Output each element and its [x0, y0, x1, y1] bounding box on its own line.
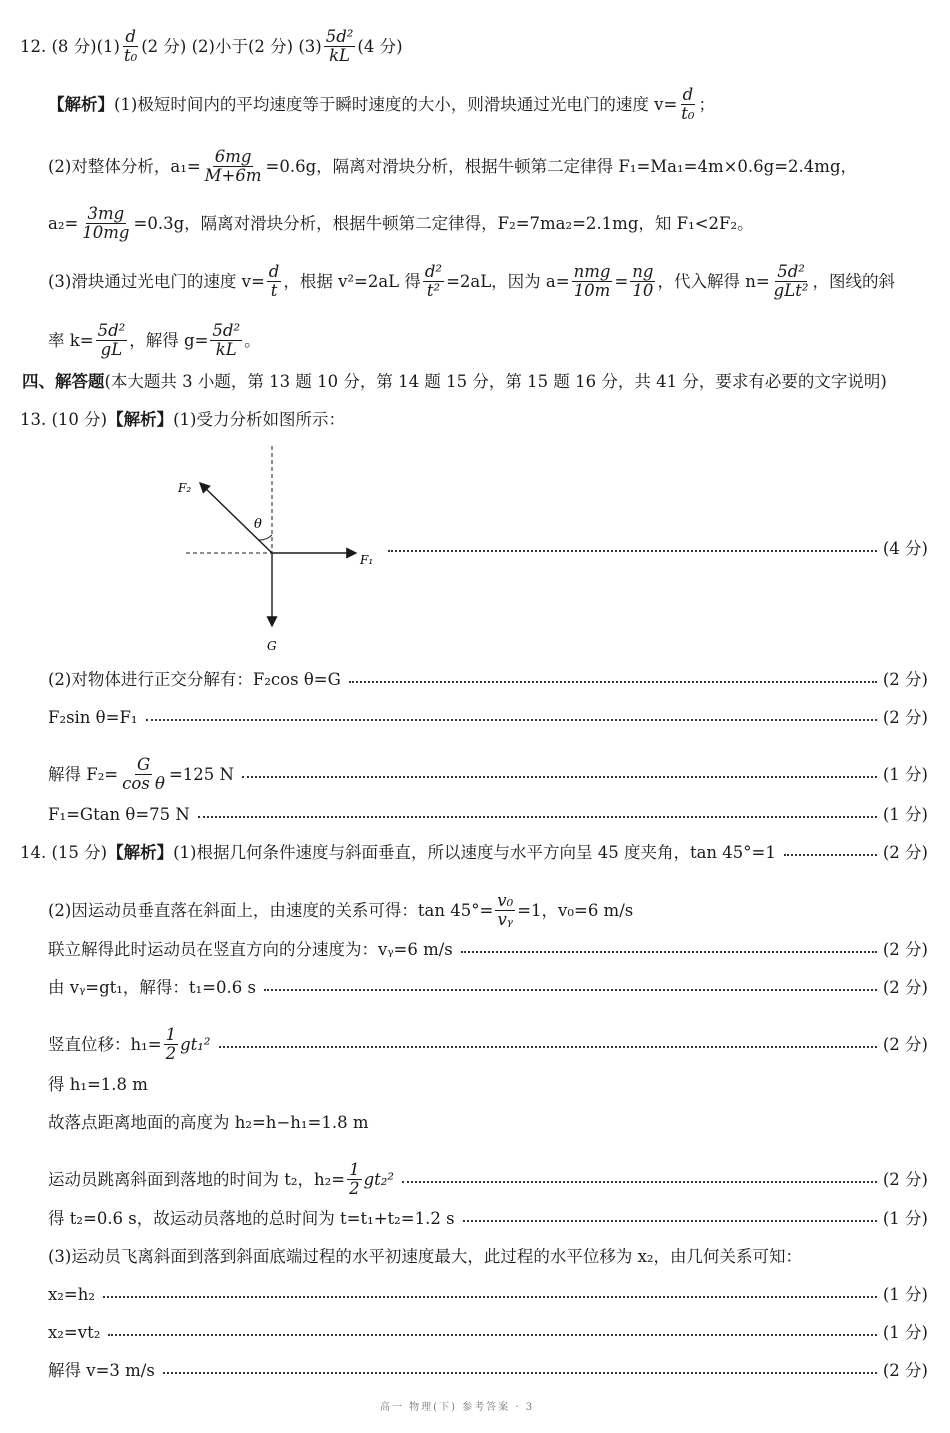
dot-leader	[103, 1296, 877, 1298]
q14-line-8: 运动员跳离斜面到落地的时间为 t₂，h₂= $\frac{1}{2}$ gt₂² (2 分)	[48, 1160, 928, 1198]
g-label: G	[267, 639, 277, 653]
q12-analysis-3: a₂= $\frac{3mg}{10mg}$ =0.3g，隔离对滑块分析，根据牛顿第二定律得，F₂=7ma₂=2.1mg，知 F₁<2F₂。	[48, 204, 754, 242]
q12-analysis-5: 率 k= $\frac{\text{5d²}}{gL}$ ，解得 g= $\frac{\text{5d²}}{kL}$ 。	[48, 321, 261, 359]
diagram-score-row: (4 分)	[380, 539, 950, 559]
f2-label: F₂	[178, 481, 192, 495]
q12-analysis-1: 【解析】 (1)极短时间内的平均速度等于瞬时速度的大小，则滑块通过光电门的速度 v= $\frac{d}{\text{t₀}}$ ；	[48, 85, 716, 123]
q12-analysis-2: (2)对整体分析，a₁= $\frac{6mg}{M+6m}$ =0.6g，隔离对滑块分析，根据牛顿第二定律得 F₁=Ma₁=4m×0.6g=2.4mg，	[48, 147, 858, 185]
q13-line-2: (2)对物体进行正交分解有：F₂cos θ=G (2 分)	[48, 670, 928, 689]
q14-line-3: 联立解得此时运动员在竖直方向的分速度为：vᵧ=6 m/s (2 分)	[48, 940, 928, 959]
q13-line-5: F₁=Gtan θ=75 N (1 分)	[48, 805, 928, 824]
dot-leader	[349, 681, 877, 683]
dot-leader	[242, 776, 877, 778]
theta-label: θ	[254, 517, 262, 532]
fraction: $\frac{1}{2}$	[349, 1160, 360, 1198]
fraction: $\frac{1}{2}$	[165, 1025, 177, 1063]
fraction: $\frac{\text{d²}}{\text{t²}}$	[424, 262, 443, 300]
dot-leader	[108, 1334, 877, 1336]
dot-leader	[264, 989, 877, 991]
q13-header: 13. (10 分)【解析】(1)受力分析如图所示：	[20, 410, 345, 429]
fraction: $\frac{d}{\text{t₀}}$	[123, 27, 138, 65]
q14-line-11: x₂=h₂ (1 分)	[48, 1285, 928, 1304]
dot-leader	[463, 1220, 877, 1222]
f1-label: F₁	[360, 553, 374, 567]
fraction: $\frac{d}{\text{t₀}}$	[681, 85, 695, 123]
force-diagram	[170, 440, 390, 660]
dot-leader	[388, 550, 877, 552]
q14-line-5: 竖直位移：h₁= $\frac{1}{2}$ gt₁² (2 分)	[48, 1025, 928, 1063]
dot-leader	[198, 816, 877, 818]
fraction: $\frac{3mg}{10mg}$	[82, 204, 130, 242]
fraction: $\frac{G}{\text{cos θ}}$	[122, 755, 165, 793]
fraction: $\frac{\text{nmg}}{10m}$	[573, 262, 611, 300]
q14-line-2: (2)因运动员垂直落在斜面上，由速度的关系可得：tan 45°= $\frac{\text{v₀}}{\text{vᵧ}}$ =1，v₀=6 m/s	[48, 891, 634, 929]
q14-line-7: 故落点距离地面的高度为 h₂=h−h₁=1.8 m	[48, 1113, 369, 1132]
fraction: $\frac{d}{t}$	[268, 262, 280, 300]
q14-line-4: 由 vᵧ=gt₁，解得：t₁=0.6 s (2 分)	[48, 978, 928, 997]
fraction: $\frac{\text{v₀}}{\text{vᵧ}}$	[497, 891, 514, 929]
q14-header: 14. (15 分) 【解析】 (1)根据几何条件速度与斜面垂直，所以速度与水平方向呈 45 度夹角，tan 45°=1 (2 分)	[20, 843, 928, 862]
fraction: $\frac{6mg}{M+6m}$	[204, 147, 262, 185]
q14-line-6: 得 h₁=1.8 m	[48, 1075, 148, 1094]
dot-leader	[784, 854, 877, 856]
section-heading: 四、解答题(本大题共 3 小题，第 13 题 10 分，第 14 题 15 分，第 15 题 16 分，共 41 分，要求有必要的文字说明)	[22, 372, 887, 391]
q14-line-9: 得 t₂=0.6 s，故运动员落地的总时间为 t=t₁+t₂=1.2 s (1 分)	[48, 1209, 928, 1228]
fraction: $\frac{\text{5d²}}{\text{gLt²}}$	[773, 262, 809, 300]
fraction: $\frac{ng}{10}$	[632, 262, 654, 300]
q13-line-4: 解得 F₂= $\frac{G}{\text{cos θ}}$ =125 N (1 分)	[48, 755, 928, 793]
angle-arc	[259, 535, 272, 540]
q14-line-13: 解得 v=3 m/s (2 分)	[48, 1361, 928, 1380]
dot-leader	[163, 1372, 877, 1374]
fraction: $\frac{\text{5d²}}{gL}$	[97, 321, 126, 359]
fraction: $\frac{\text{5d²}}{kL}$	[212, 321, 241, 359]
fraction: $\frac{\text{5d²}}{kL}$	[325, 27, 354, 65]
dot-leader	[219, 1046, 877, 1048]
dot-leader	[402, 1181, 877, 1183]
q14-line-10: (3)运动员飞离斜面到落到斜面底端过程的水平初速度最大，此过程的水平位移为 x₂，由几何关系可知：	[48, 1247, 803, 1266]
q12-analysis-4: (3)滑块通过光电门的速度 v= $\frac{d}{t}$ ，根据 v²=2aL 得 $\frac{\text{d²}}{\text{t²}}$ =2aL，因为 a= $\frac{\text{nmg}}{10m}$ = $\frac{ng}{10}$ ，代入解得 n= $\frac{\text{5d²}}{\text{gLt²}}$ ，图线的斜	[48, 262, 895, 300]
page-footer: 高一 物理(下) 参考答案 · 3	[380, 1402, 535, 1413]
q14-line-12: x₂=vt₂ (1 分)	[48, 1323, 928, 1342]
dot-leader	[146, 719, 877, 721]
dot-leader	[461, 951, 877, 953]
q12-header: 12. (8 分)(1) $\frac{d}{\text{t₀}}$ (2 分) (2)小于(2 分) (3) $\frac{\text{5d²}}{kL}$ (4 分)	[20, 27, 403, 65]
q13-line-3: F₂sin θ=F₁ (2 分)	[48, 708, 928, 727]
